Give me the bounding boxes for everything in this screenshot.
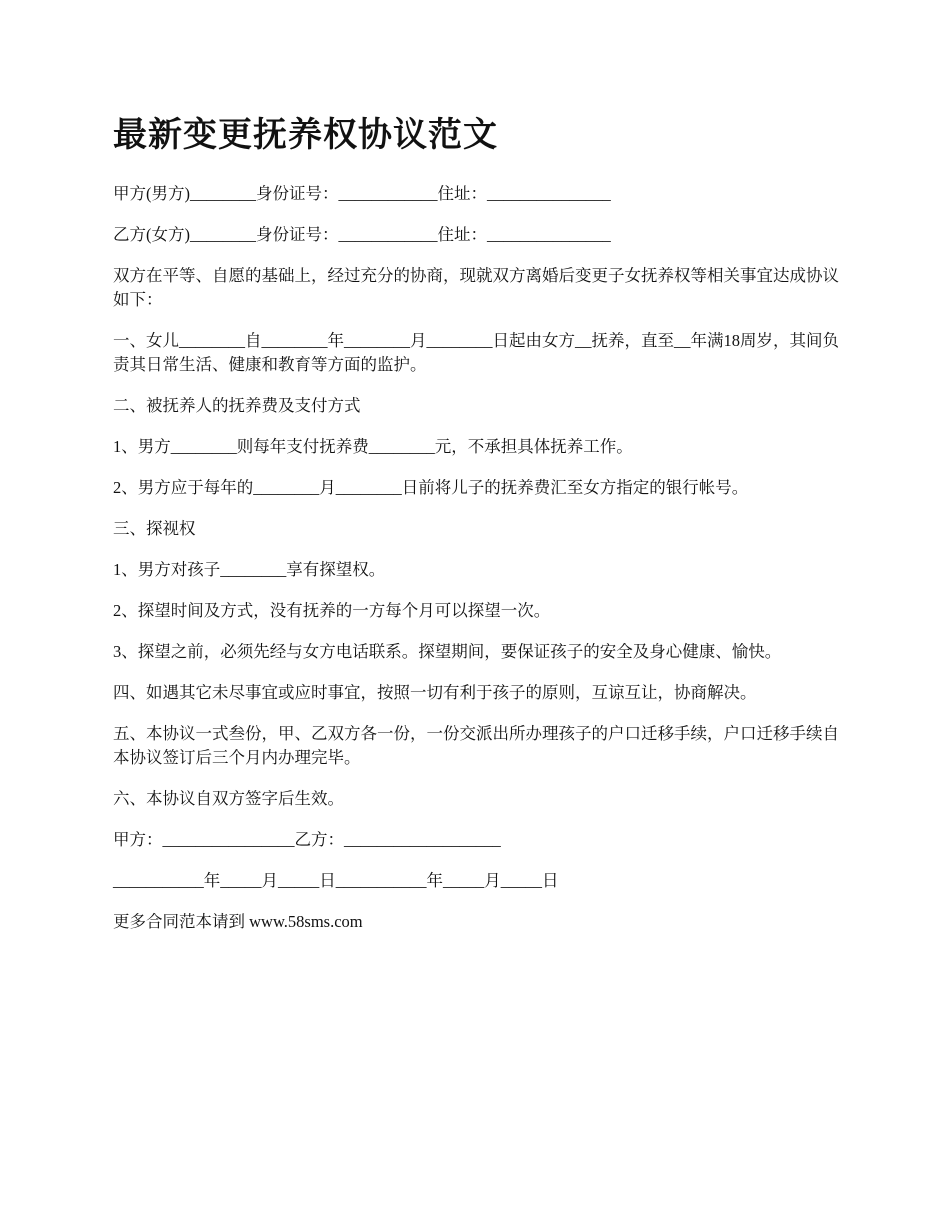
signature-line: 甲方：________________乙方：___________________ [113,830,501,849]
party-b-line: 乙方(女方)________身份证号：____________住址：_______________ [113,225,611,244]
clause-four: 四、如遇其它未尽事宜或应时事宜，按照一切有利于孩子的原则，互谅互让，协商解决。 [113,683,757,702]
clause-five: 五、本协议一式叁份，甲、乙双方各一份，一份交派出所办理孩子的户口迁移手续，户口迁移手续自本协议签订后三个月内办理完毕。 [113,724,839,767]
date-line: ___________年_____月_____日___________年_____月_____日 [113,871,559,890]
clause-three-2: 2、探望时间及方式，没有抚养的一方每个月可以探望一次。 [113,601,551,620]
clause-three-1: 1、男方对孩子________享有探望权。 [113,560,386,579]
clause-one: 一、女儿________自________年________月________日起由女方__抚养，直至__年满18周岁，其间负责其日常生活、健康和教育等方面的监护。 [113,331,839,374]
clause-six: 六、本协议自双方签字后生效。 [113,789,344,808]
document-page [113,110,839,951]
document-title: 最新变更抚养权协议范文 [113,115,498,155]
party-a-line: 甲方(男方)________身份证号：____________住址：_______________ [113,184,611,203]
clause-three-3: 3、探望之前，必须先经与女方电话联系。探望期间，要保证孩子的安全及身心健康、愉快。 [113,642,782,661]
section-two-heading: 二、被抚养人的抚养费及支付方式 [113,396,361,415]
clause-two-1: 1、男方________则每年支付抚养费________元，不承担具体抚养工作。 [113,437,633,456]
section-three-heading: 三、探视权 [113,519,196,538]
clause-two-2: 2、男方应于每年的________月________日前将儿子的抚养费汇至女方指定的银行帐号。 [113,478,749,497]
preamble-paragraph: 双方在平等、自愿的基础上，经过充分的协商，现就双方离婚后变更子女抚养权等相关事宜达成协议如下： [113,266,839,309]
footer-note: 更多合同范本请到 www.58sms.com [113,912,363,931]
